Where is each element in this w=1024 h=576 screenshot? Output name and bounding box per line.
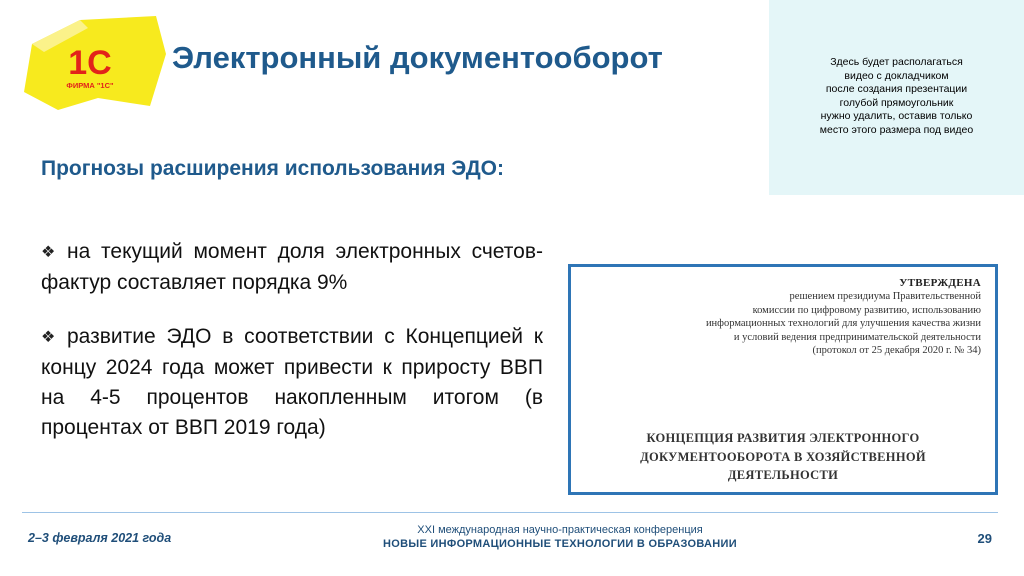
footer-conference	[250, 523, 870, 551]
document-title-line: ДЕЯТЕЛЬНОСТИ	[727, 468, 839, 482]
conference-name: НОВЫЕ ИНФОРМАЦИОННЫЕ ТЕХНОЛОГИИ В ОБРАЗОВАНИИ	[383, 538, 737, 550]
video-placeholder-box	[769, 0, 1024, 195]
video-placeholder-line: после создания презентации	[825, 83, 968, 96]
diamond-bullet-icon: ❖	[41, 329, 56, 346]
document-approval-line: УТВЕРЖДЕНА	[899, 277, 981, 289]
document-approval-block	[681, 277, 981, 357]
company-logo	[18, 14, 168, 112]
document-title-line: КОНЦЕПЦИЯ РАЗВИТИЯ ЭЛЕКТРОННОГО	[646, 431, 920, 445]
document-approval-line: (протокол от 25 декабря 2020 г. № 34)	[812, 345, 981, 357]
video-placeholder-line: голубой прямоугольник	[839, 96, 954, 109]
footer-date: 2–3 февраля 2021 года	[28, 531, 172, 545]
conference-subtitle: XXI международная научно-практическая конференция	[417, 524, 703, 536]
diamond-bullet-icon: ❖	[41, 244, 56, 261]
video-placeholder-line: видео с докладчиком	[844, 69, 949, 82]
logo-mark-text: 1С	[68, 44, 112, 82]
video-placeholder-line: нужно удалить, оставив только	[820, 110, 973, 123]
document-approval-line: решением президиума Правительственной	[789, 291, 981, 303]
document-excerpt	[568, 264, 998, 495]
slide-subheading: Прогнозы расширения использования ЭДО:	[41, 157, 504, 180]
slide-title: Электронный документооборот	[172, 40, 663, 75]
logo-caption: ФИРМА "1С"	[66, 81, 114, 90]
document-approval-line: комиссии по цифровому развитию, использованию	[752, 304, 981, 316]
bullet-text: развитие ЭДО в соответствии с Концепцией к концу 2024 года может привести к приросту ВВП на 4-5 процентов накопленным итогом (в процентах от ВВП 2019 года)	[41, 325, 543, 439]
page-number: 29	[977, 531, 992, 546]
document-title	[591, 429, 975, 485]
bullet-item	[41, 322, 543, 443]
bullet-text: на текущий момент доля электронных счетов-фактур составляет порядка 9%	[41, 240, 543, 294]
document-title-line: ДОКУМЕНТООБОРОТА В ХОЗЯЙСТВЕННОЙ	[640, 449, 926, 464]
document-approval-line: и условий ведения предпринимательской деятельности	[733, 331, 981, 343]
footer-divider	[22, 512, 998, 513]
video-placeholder-text	[769, 56, 1024, 138]
video-placeholder-line: Здесь будет располагаться	[830, 56, 963, 68]
logo-graphic	[18, 14, 168, 112]
video-placeholder-line: место этого размера под видео	[819, 123, 974, 136]
document-approval-line: информационных технологий для улучшения качества жизни	[705, 318, 981, 330]
bullet-item	[41, 237, 543, 298]
